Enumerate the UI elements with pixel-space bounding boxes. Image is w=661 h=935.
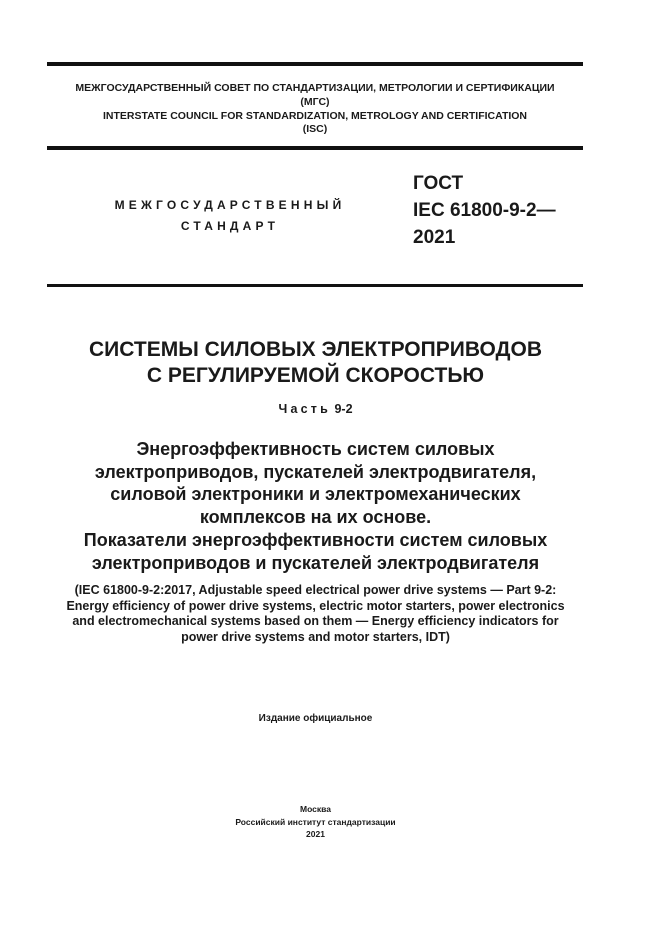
interstate-standard-label	[80, 195, 380, 237]
council-ru-name: МЕЖГОСУДАРСТВЕННЫЙ СОВЕТ ПО СТАНДАРТИЗАЦИИ, МЕТРОЛОГИИ И СЕРТИФИКАЦИИ	[75, 82, 555, 94]
publisher-institute: Российский институт стандартизации	[235, 816, 396, 827]
iec-reference-line: power drive systems and motor starters, IDT)	[181, 629, 450, 644]
publisher-block	[40, 803, 591, 841]
gost-designation	[413, 170, 556, 251]
publication-year: 2021	[306, 829, 325, 839]
iec-reference-line: and electromechanical systems based on them — Energy efficiency indicators for	[72, 614, 559, 629]
subtitle-line: силовой электроники и электромеханических	[110, 484, 521, 505]
council-en-abbr: (ISC)	[302, 123, 328, 136]
standard-label-line2: СТАНДАРТ	[180, 219, 280, 233]
title-line2: С РЕГУЛИРУЕМОЙ СКОРОСТЬЮ	[146, 364, 485, 387]
header-bottom-rule	[47, 146, 583, 150]
designation-rule	[47, 284, 583, 287]
subtitle-line: комплексов на их основе.	[199, 507, 432, 528]
council-ru-abbr: (МГС)	[300, 95, 330, 108]
council-header	[47, 82, 583, 137]
gost-line1: ГОСТ	[413, 173, 464, 194]
part-label	[40, 402, 591, 416]
publisher-city: Москва	[300, 804, 331, 814]
document-title	[40, 337, 591, 389]
subtitle-line: Энергоэффективность систем силовых	[136, 439, 495, 459]
iec-reference-line: (IEC 61800-9-2:2017, Adjustable speed electrical power drive systems — Part 9-2:	[74, 583, 557, 597]
subtitle-line: электроприводов и пускателей электродвигателя	[91, 552, 540, 573]
part-number: 9-2	[334, 402, 353, 416]
document-subtitle	[40, 438, 591, 574]
gost-line2: IEC 61800-9-2—	[413, 200, 556, 221]
iec-reference-line: Energy efficiency of power drive systems, electric motor starters, power electronics	[66, 598, 565, 613]
title-line1: СИСТЕМЫ СИЛОВЫХ ЭЛЕКТРОПРИВОДОВ	[89, 338, 542, 361]
official-edition: Издание официальное	[258, 713, 373, 724]
iec-reference	[40, 583, 591, 645]
standard-label-line1: МЕЖГОСУДАРСТВЕННЫЙ	[114, 198, 346, 212]
subtitle-line: электроприводов, пускателей электродвигателя,	[94, 461, 537, 482]
gost-line3: 2021	[413, 227, 456, 248]
part-word: Часть	[278, 402, 331, 416]
top-rule	[47, 62, 583, 66]
subtitle-line: Показатели энергоэффективности систем силовых	[83, 529, 548, 550]
council-en-name: INTERSTATE COUNCIL FOR STANDARDIZATION, METROLOGY AND CERTIFICATION	[102, 109, 528, 122]
